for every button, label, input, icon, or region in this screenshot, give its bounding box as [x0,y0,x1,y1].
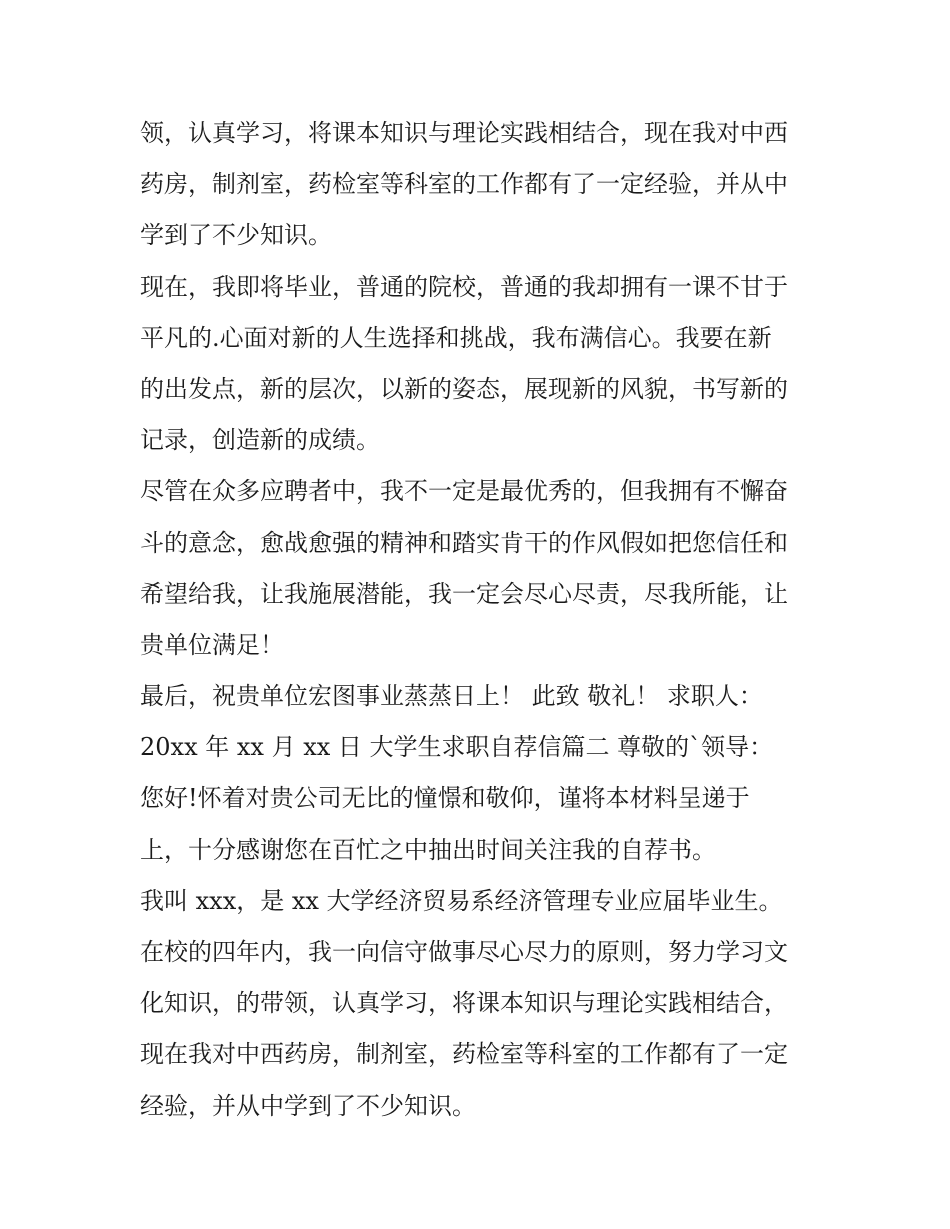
text-line: 最后，祝贵单位宏图事业蒸蒸日上！ 此致 敬礼！ 求职人： [140,682,763,711]
text-line: 领，认真学习，将课本知识与理论实践相结合，现在我对中西 [140,119,788,147]
text-line: 现在，我即将毕业，普通的院校，普通的我却拥有一课不甘于 [140,272,788,301]
text-line: 药房，制剂室，药检室等科室的工作都有了一定经验，并从中 [140,170,788,199]
text-line: 平凡的.心面对新的人生选择和挑战，我布满信心。我要在新 [140,323,772,352]
text-line: 我叫 xxx，是 xx 大学经济贸易系经济管理专业应届毕业生。 [140,886,783,915]
text-line: 斗的意念，愈战愈强的精神和踏实肯干的作风假如把您信任和 [140,528,788,557]
text-line: 上，十分感谢您在百忙之中抽出时间关注我的自荐书。 [140,835,716,864]
text-line: 希望给我，让我施展潜能，我一定会尽心尽责，尽我所能，让 [140,579,788,608]
text-line: 现在我对中西药房，制剂室，药检室等科室的工作都有了一定 [140,1040,788,1069]
text-line: 20xx 年 xx 月 xx 日 大学生求职自荐信篇二 尊敬的`领导： [140,733,774,762]
document-body [140,108,830,1132]
text-line: 您好!怀着对贵公司无比的憧憬和敬仰，谨将本材料呈递于 [140,784,750,813]
text-line: 学到了不少知识。 [140,221,332,250]
text-line: 贵单位满足！ [140,630,284,659]
text-line: 在校的四年内，我一向信守做事尽心尽力的原则，努力学习文 [140,938,788,966]
text-line: 尽管在众多应聘者中，我不一定是最优秀的，但我拥有不懈奋 [140,477,788,506]
text-line: 经验，并从中学到了不少知识。 [140,1091,476,1120]
text-line: 的出发点，新的层次，以新的姿态，展现新的风貌，书写新的 [140,374,788,403]
text-line: 记录，创造新的成绩。 [140,426,380,455]
text-line: 化知识，的带领，认真学习，将课本知识与理论实践相结合， [140,989,788,1018]
